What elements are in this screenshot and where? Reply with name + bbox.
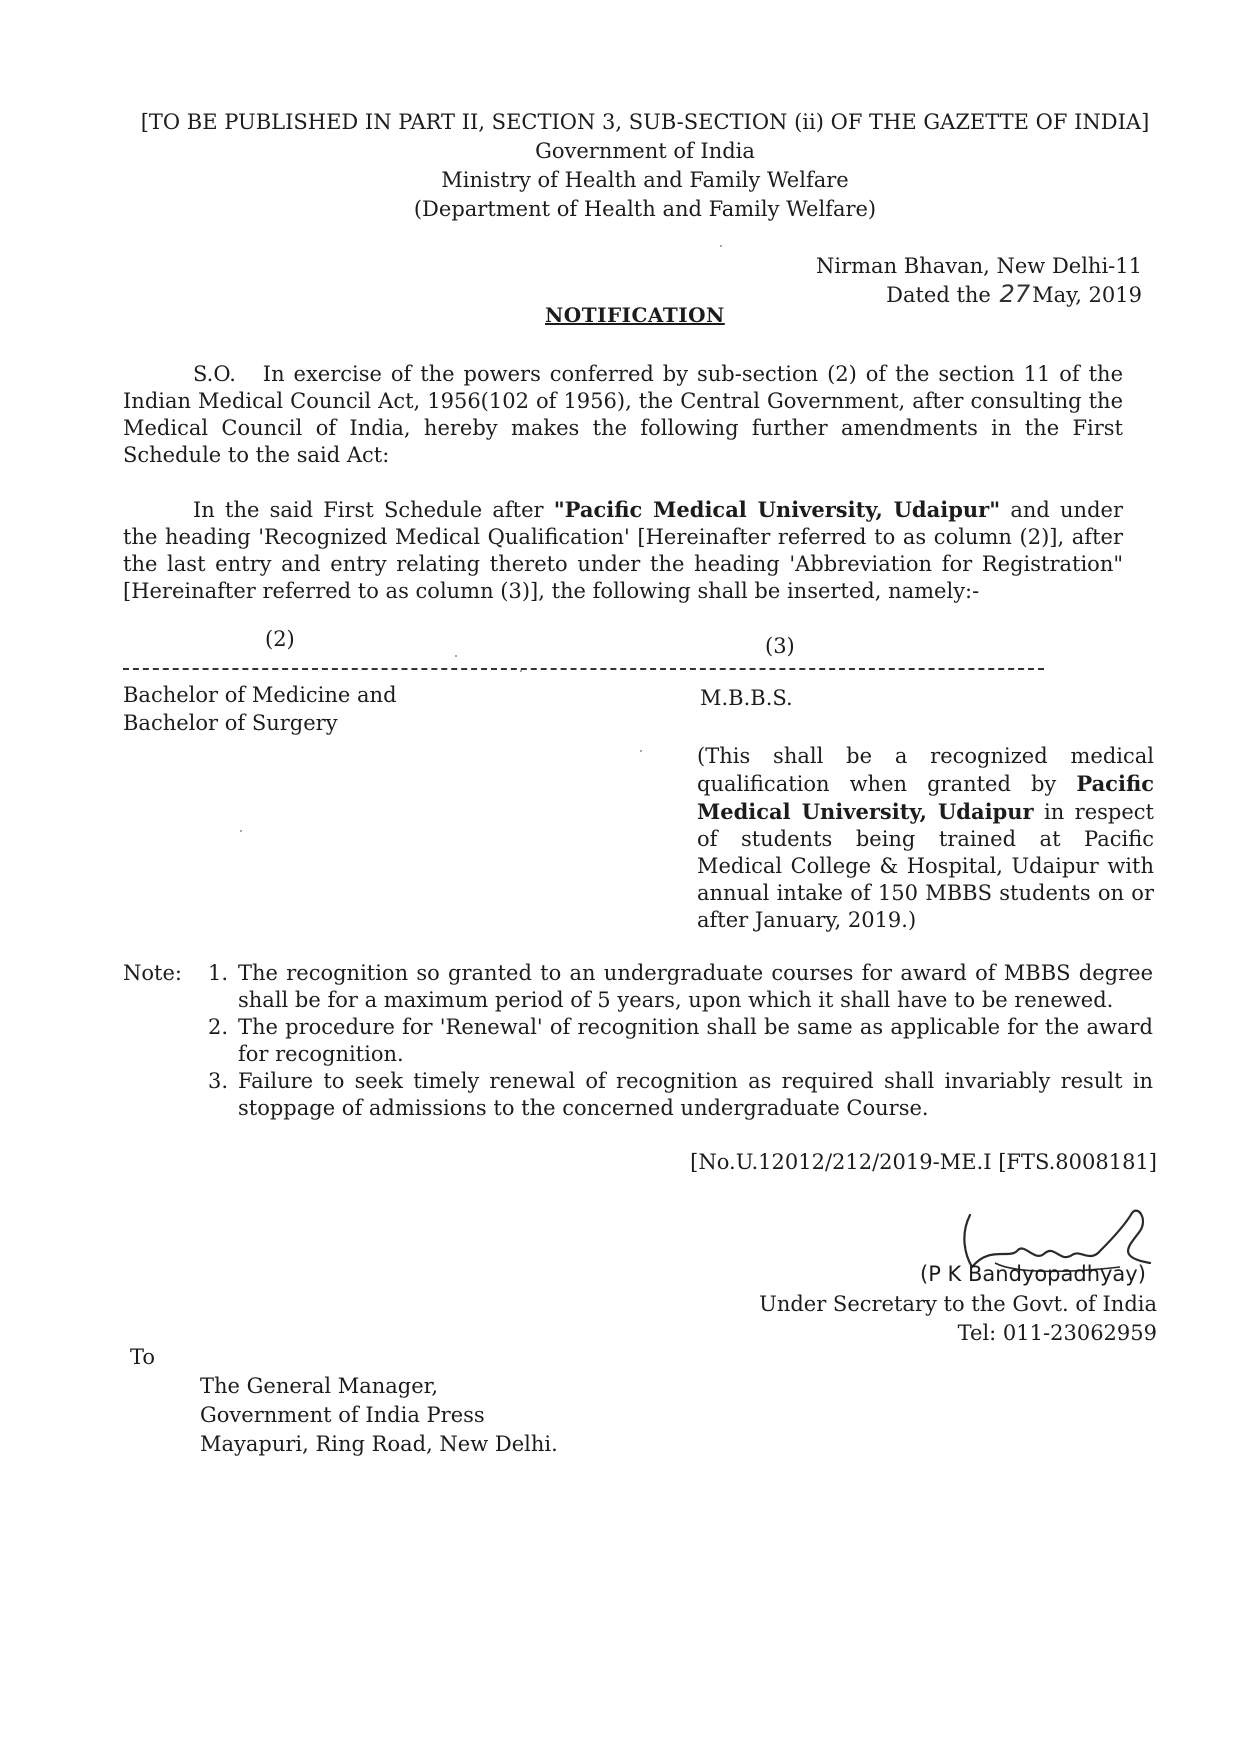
dated-prefix: Dated the [886,283,991,307]
note-item [123,1014,1153,1068]
column-3-header: (3) [765,634,795,658]
note-item [123,960,1153,1014]
detail-university-bold: Pacific Medical University, Udaipur [697,771,1154,824]
qualification-line-1: Bachelor of Medicine and [123,683,397,707]
note-number: 2. [208,1015,229,1039]
scan-speck [640,750,642,752]
note-text: Failure to seek timely renewal of recognition as required shall invariably result in stoppage of admissions to the concerned undergraduate Course. [238,1069,1153,1120]
so-text: In exercise of the powers conferred by sub-section (2) of the section 11 of the Indian Medical Council Act, 1956(102 of 1956), the Central Government, after consulting the Medical Council of India, hereby makes the following further amendments in the First Schedule to the said Act: [123,362,1123,467]
qualification-line-2: Bachelor of Surgery [123,711,338,735]
notification-title: NOTIFICATION [545,303,725,327]
qualification-cell [123,681,397,737]
gazette-header [130,108,1160,224]
scan-speck [240,830,242,832]
schedule-text-start: In the said First Schedule after [193,498,554,522]
table-divider [123,668,1044,670]
schedule-text-end: and under the heading 'Recognized Medical Qualification' [Hereinafter referred to as column (2)], after the last entry and entry relating thereto under the heading 'Abbreviation for Registration" [Hereinafter referred to as column (3)], the following shall be inserted, namely:- [123,498,1123,603]
note-item [123,1068,1153,1122]
paragraph-schedule [123,496,1123,605]
place-and-date [816,252,1142,309]
scan-speck [720,245,722,247]
ministry-name: Ministry of Health and Family Welfare [441,168,849,192]
note-number: 3. [208,1069,229,1093]
so-label: S.O. [193,362,236,386]
signatory-telephone: Tel: 011-23062959 [957,1321,1157,1345]
date-line [816,280,1142,309]
scan-speck [520,670,522,672]
recipient-line-2: Government of India Press [200,1403,485,1427]
note-label: Note: [123,961,182,985]
department-name: (Department of Health and Family Welfare) [413,197,877,221]
office-address: Nirman Bhavan, New Delhi-11 [816,254,1142,278]
note-number: 1. [208,961,229,985]
column-2-header: (2) [265,627,295,651]
government-name: Government of India [535,139,755,163]
paragraph-so [123,361,1123,469]
file-reference: [No.U.12012/212/2019-ME.I [FTS.8008181] [690,1150,1157,1174]
recipient-line-1: The General Manager, [200,1374,439,1398]
abbreviation-cell: M.B.B.S. [700,686,793,710]
detail-text-end: in respect of students being trained at Pacific Medical College & Hospital, Udaipur with annual intake of 150 MBBS students on or after January, 2019.) [697,800,1154,932]
handwritten-day: 27 [999,280,1031,308]
scan-speck [455,655,457,657]
to-label: To [130,1345,156,1369]
university-name-bold: "Pacific Medical University, Udaipur" [553,497,1001,522]
recipient-address [200,1372,558,1459]
dated-suffix: May, 2019 [1032,283,1142,307]
publication-instruction: [TO BE PUBLISHED IN PART II, SECTION 3, SUB-SECTION (ii) OF THE GAZETTE OF INDIA] [140,110,1150,134]
recipient-line-3: Mayapuri, Ring Road, New Delhi. [200,1432,558,1456]
signatory-block [759,1290,1157,1348]
note-text: The procedure for 'Renewal' of recognition shall be same as applicable for the award for recognition. [238,1015,1153,1066]
detail-text-start: (This shall be a recognized medical qualification when granted by [697,744,1154,796]
signatory-designation: Under Secretary to the Govt. of India [759,1292,1157,1316]
qualification-detail [697,743,1154,934]
signatory-name: (P K Bandyopadhyay) [920,1262,1146,1286]
notes-section [123,960,1153,1122]
note-text: The recognition so granted to an undergraduate courses for award of MBBS degree shall be for a maximum period of 5 years, upon which it shall have to be renewed. [238,961,1153,1012]
